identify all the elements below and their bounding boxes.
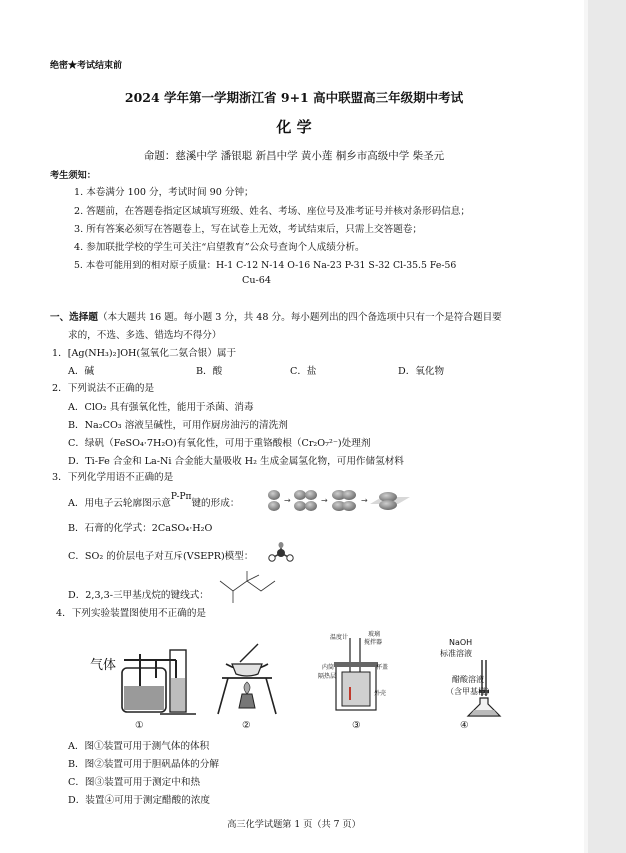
fig3-label-inner: 内筒 xyxy=(322,664,335,671)
q2-option-d: D．Ti-Fe 合金和 La-Ni 合金能大量吸收 H₂ 生成金属氢化物，可用作储氢材料 xyxy=(68,456,404,467)
notice-item: 4. 参加联批学校的学生可关注“启望教育”公众号查询个人成绩分析。 xyxy=(74,242,365,253)
vsepr-model-figure xyxy=(266,541,296,563)
fig3-label-insulation: 隔热层 xyxy=(318,673,337,680)
q2-option-c: C．绿矾（FeSO₄·7H₂O)有氧化性，可用于重铬酸根（Cr₂O₇²⁻)处理剂 xyxy=(68,438,371,449)
fig2-heating-apparatus xyxy=(212,642,282,717)
q3-option-c: C．SO₂ 的价层电子对互斥(VSEPR)模型： xyxy=(68,551,254,562)
fig3-label-thermometer: 温度计 xyxy=(330,634,349,641)
q1-option-c: C．盐 xyxy=(290,366,317,377)
svg-text:→: → xyxy=(361,496,368,505)
q3-option-d: D．2,3,3-三甲基戊烷的键线式： xyxy=(68,590,209,601)
pp-pi-orbital-figure xyxy=(264,489,414,513)
page-footer: 高三化学试题第 1 页（共 7 页） xyxy=(227,819,361,830)
q2-stem: 2．下列说法不正确的是 xyxy=(52,383,155,394)
svg-text:→: → xyxy=(284,496,291,505)
q4-option-a: A．图①装置可用于测气体的体积 xyxy=(68,741,210,752)
q4-stem: 4．下列实验装置图使用不正确的是 xyxy=(56,608,207,619)
q4-option-d: D．装置④可用于测定醋酸的浓度 xyxy=(68,795,211,806)
fig1-label: 气体 xyxy=(90,658,117,673)
subject-title: 化 学 xyxy=(276,118,312,136)
notice-item: 3. 所有答案必须写在答题卷上，写在试卷上无效，考试结束后，只需上交答题卷； xyxy=(74,224,422,235)
fig-number-2: ② xyxy=(242,720,251,731)
fig4-label-indicator: （含甲基橙） xyxy=(446,687,494,696)
svg-text:→: → xyxy=(321,496,328,505)
q2-option-a: A．ClO₂ 具有强氧化性，能用于杀菌、消毒 xyxy=(68,402,254,413)
fig3-label-lid: 杯盖 xyxy=(376,664,389,671)
section-heading: 一、选择题 xyxy=(50,312,98,323)
q1-stem: 1．[Ag(NH₃)₂]OH(氢氧化二氨合银）属于 xyxy=(52,348,237,359)
notice-item: 5. 本卷可能用到的相对原子质量：H-1 C-12 N-14 O-16 Na-23 P-31 S-32 Cl-35.5 Fe-56 xyxy=(74,260,457,271)
notice-item: 1. 本卷满分 100 分，考试时间 90 分钟； xyxy=(74,187,254,198)
secret-label: 绝密★考试结束前 xyxy=(50,61,123,71)
q3-option-a-text xyxy=(68,492,240,509)
section-desc-line2: 求的，不选、多选、错选均不得分） xyxy=(68,330,222,341)
q3-option-a-prefix: A．用电子云轮廓图示意 xyxy=(68,498,171,509)
fig-number-4: ④ xyxy=(460,720,469,731)
exam-title: 2024 学年第一学期浙江省 9+1 高中联盟高三年级期中考试 xyxy=(124,90,464,105)
fig-number-3: ③ xyxy=(352,720,361,731)
q3-option-b: B．石膏的化学式：2CaSO₄·H₂O xyxy=(68,523,213,534)
fig3-label-stirrer: 搅拌器 xyxy=(364,639,383,646)
q4-option-b: B．图②装置可用于胆矾晶体的分解 xyxy=(68,759,219,770)
fig3-label-glass: 玻璃 xyxy=(368,631,381,638)
q4-option-c: C．图③装置可用于测定中和热 xyxy=(68,777,201,788)
q3-option-a-label: P-Pπ xyxy=(170,492,192,502)
fig4-label-acetic: 醋酸溶液 xyxy=(452,675,484,684)
authors-line: 命题：慈溪中学 潘银聪 新昌中学 黄小莲 桐乡市高级中学 柴圣元 xyxy=(143,150,445,162)
section-desc xyxy=(50,309,502,323)
fig4-label-standard: 标准溶液 xyxy=(440,649,472,658)
q3-option-a-suffix: 键的形成： xyxy=(191,498,240,509)
skeletal-formula-figure xyxy=(215,571,285,603)
fig4-label-naoh: NaOH xyxy=(449,638,473,647)
fig-number-1: ① xyxy=(135,720,144,731)
q1-option-a: A．碱 xyxy=(68,366,95,377)
fig3-label-outer: 外壳 xyxy=(374,690,387,697)
q2-option-b: B．Na₂CO₃ 溶液呈碱性，可用作厨房油污的清洗剂 xyxy=(68,420,288,431)
fig1-gas-apparatus xyxy=(110,648,210,718)
q1-option-d: D．氧化物 xyxy=(398,366,445,377)
notice-item-cont: Cu-64 xyxy=(242,275,271,286)
page-edge xyxy=(588,0,626,853)
notice-heading: 考生须知： xyxy=(50,170,96,181)
section-desc-line1: （本大题共 16 题。每小题 3 分，共 48 分。每小题列出的四个备选项中只有一个是符合题目要 xyxy=(97,312,502,323)
q3-stem: 3．下列化学用语不正确的是 xyxy=(52,472,174,483)
q1-option-b: B．酸 xyxy=(196,366,223,377)
notice-item: 2. 答题前，在答题卷指定区域填写班级、姓名、考场、座位号及准考证号并核对条形码信息； xyxy=(74,206,470,217)
